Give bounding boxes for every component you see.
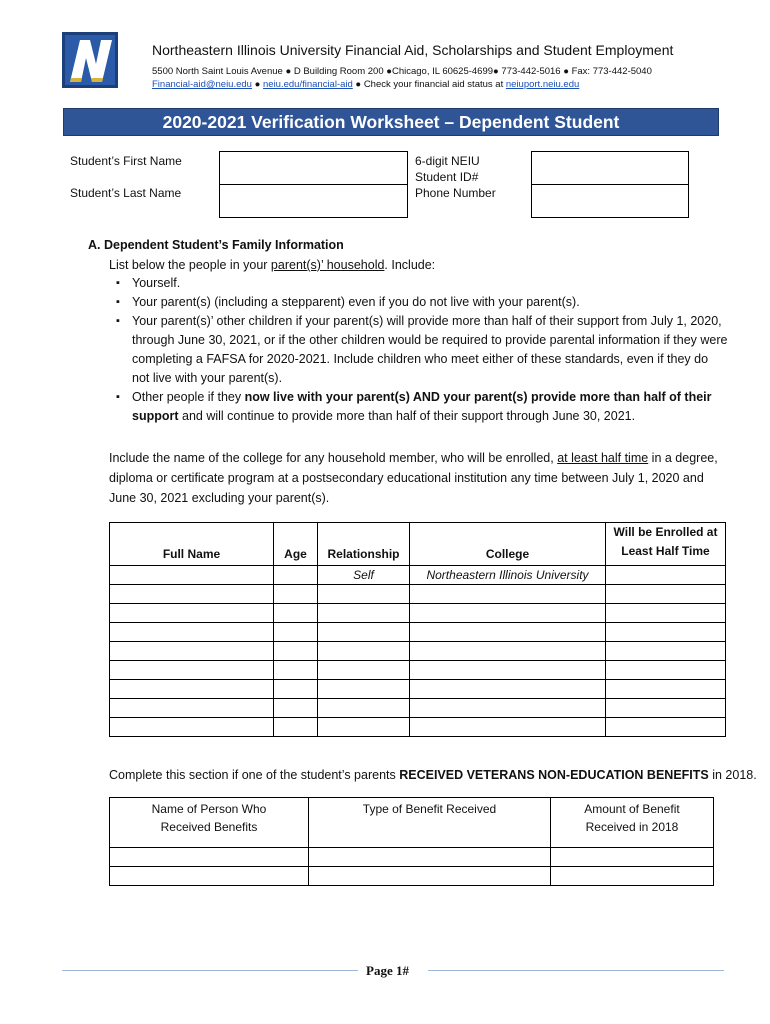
col-type-of-benefit: Type of Benefit Received (309, 798, 551, 848)
table-row[interactable] (110, 661, 726, 680)
status-text: ● Check your financial aid status at (352, 79, 506, 90)
portal-link[interactable]: neiuport.neiu.edu (505, 79, 580, 90)
col-enrolled: Will be Enrolled at Least Half Time (606, 523, 726, 566)
table-row[interactable] (110, 848, 714, 867)
table-row[interactable] (110, 867, 714, 886)
table-row[interactable] (110, 680, 726, 699)
cell-college-neiu: Northeastern Illinois University (410, 566, 606, 585)
section-a-intro: List below the people in your parent(s)’ household. Include: (109, 258, 436, 272)
table-row[interactable] (110, 604, 726, 623)
footer-rule-left (62, 970, 358, 971)
section-a-title: A. Dependent Student’s Family Information (88, 238, 344, 252)
col-full-name: Full Name (110, 523, 274, 566)
page-title: 2020-2021 Verification Worksheet – Dependent Student (63, 108, 719, 136)
student-id-label-1: 6-digit NEIU (415, 154, 480, 168)
contact-line (152, 79, 579, 90)
table-row[interactable] (110, 585, 726, 604)
student-id-field[interactable] (531, 151, 689, 185)
footer-rule-right (428, 970, 724, 971)
include-list (116, 274, 728, 426)
col-name-of-person: Name of Person Who Received Benefits (110, 798, 309, 848)
household-table (109, 522, 726, 737)
cell-relationship-self: Self (318, 566, 410, 585)
cell-input[interactable] (274, 566, 318, 585)
college-instructions: Include the name of the college for any household member, who will be enrolled, at least half time in a degree, diploma or certificate program at a postsecondary educational institution any time between July 1, 2020 and June 30, 2021 excluding your parent(s). (109, 451, 718, 505)
address-line: 5500 North Saint Louis Avenue ● D Building Room 200 ●Chicago, IL 60625-4699● 773-442-5016 ● Fax: 773-442-5040 (152, 66, 652, 77)
org-name: Northeastern Illinois University Financial Aid, Scholarships and Student Employment (152, 42, 674, 58)
list-item: ▪ Yourself. (116, 274, 728, 293)
separator: ● (251, 79, 263, 90)
list-item: ▪ Other people if they now live with your parent(s) AND your parent(s) provide more than half of their support and will continue to provide more than half of their support through June 30, 2021. (116, 388, 728, 426)
table-row[interactable] (110, 642, 726, 661)
list-item: ▪ Your parent(s)’ other children if your parent(s) will provide more than half of their support from July 1, 2020, through June 30, 2021, or if the other children would be required to provide parental information if they were completing a FAFSA for 2020-2021. Include children who meet either of these standards, even if they do not live with your parent(s). (116, 312, 728, 388)
list-item: ▪ Your parent(s) (including a stepparent) even if you do not live with your parent(s). (116, 293, 728, 312)
email-link[interactable]: Financial-aid@neiu.edu (152, 79, 252, 90)
cell-input[interactable] (606, 566, 726, 585)
page-number: Page 1# (366, 963, 409, 978)
student-id-label-2: Student ID# (415, 170, 479, 184)
col-relationship: Relationship (318, 523, 410, 566)
table-row[interactable] (110, 623, 726, 642)
first-name-field[interactable] (219, 151, 408, 185)
phone-field[interactable] (531, 184, 689, 218)
neiu-logo (62, 32, 118, 88)
website-link[interactable]: neiu.edu/financial-aid (263, 79, 353, 90)
last-name-field[interactable] (219, 184, 408, 218)
table-row[interactable] (110, 718, 726, 737)
table-row (110, 566, 726, 585)
veterans-table (109, 797, 714, 886)
col-amount-of-benefit: Amount of Benefit Received in 2018 (551, 798, 714, 848)
first-name-label: Student’s First Name (70, 154, 182, 168)
col-college: College (410, 523, 606, 566)
last-name-label: Student’s Last Name (70, 186, 182, 200)
cell-input[interactable] (110, 566, 274, 585)
col-age: Age (274, 523, 318, 566)
phone-label: Phone Number (415, 186, 496, 200)
veterans-intro: Complete this section if one of the student’s parents RECEIVED VETERANS NON-EDUCATION BENEFITS in 2018. (109, 768, 757, 782)
table-row[interactable] (110, 699, 726, 718)
